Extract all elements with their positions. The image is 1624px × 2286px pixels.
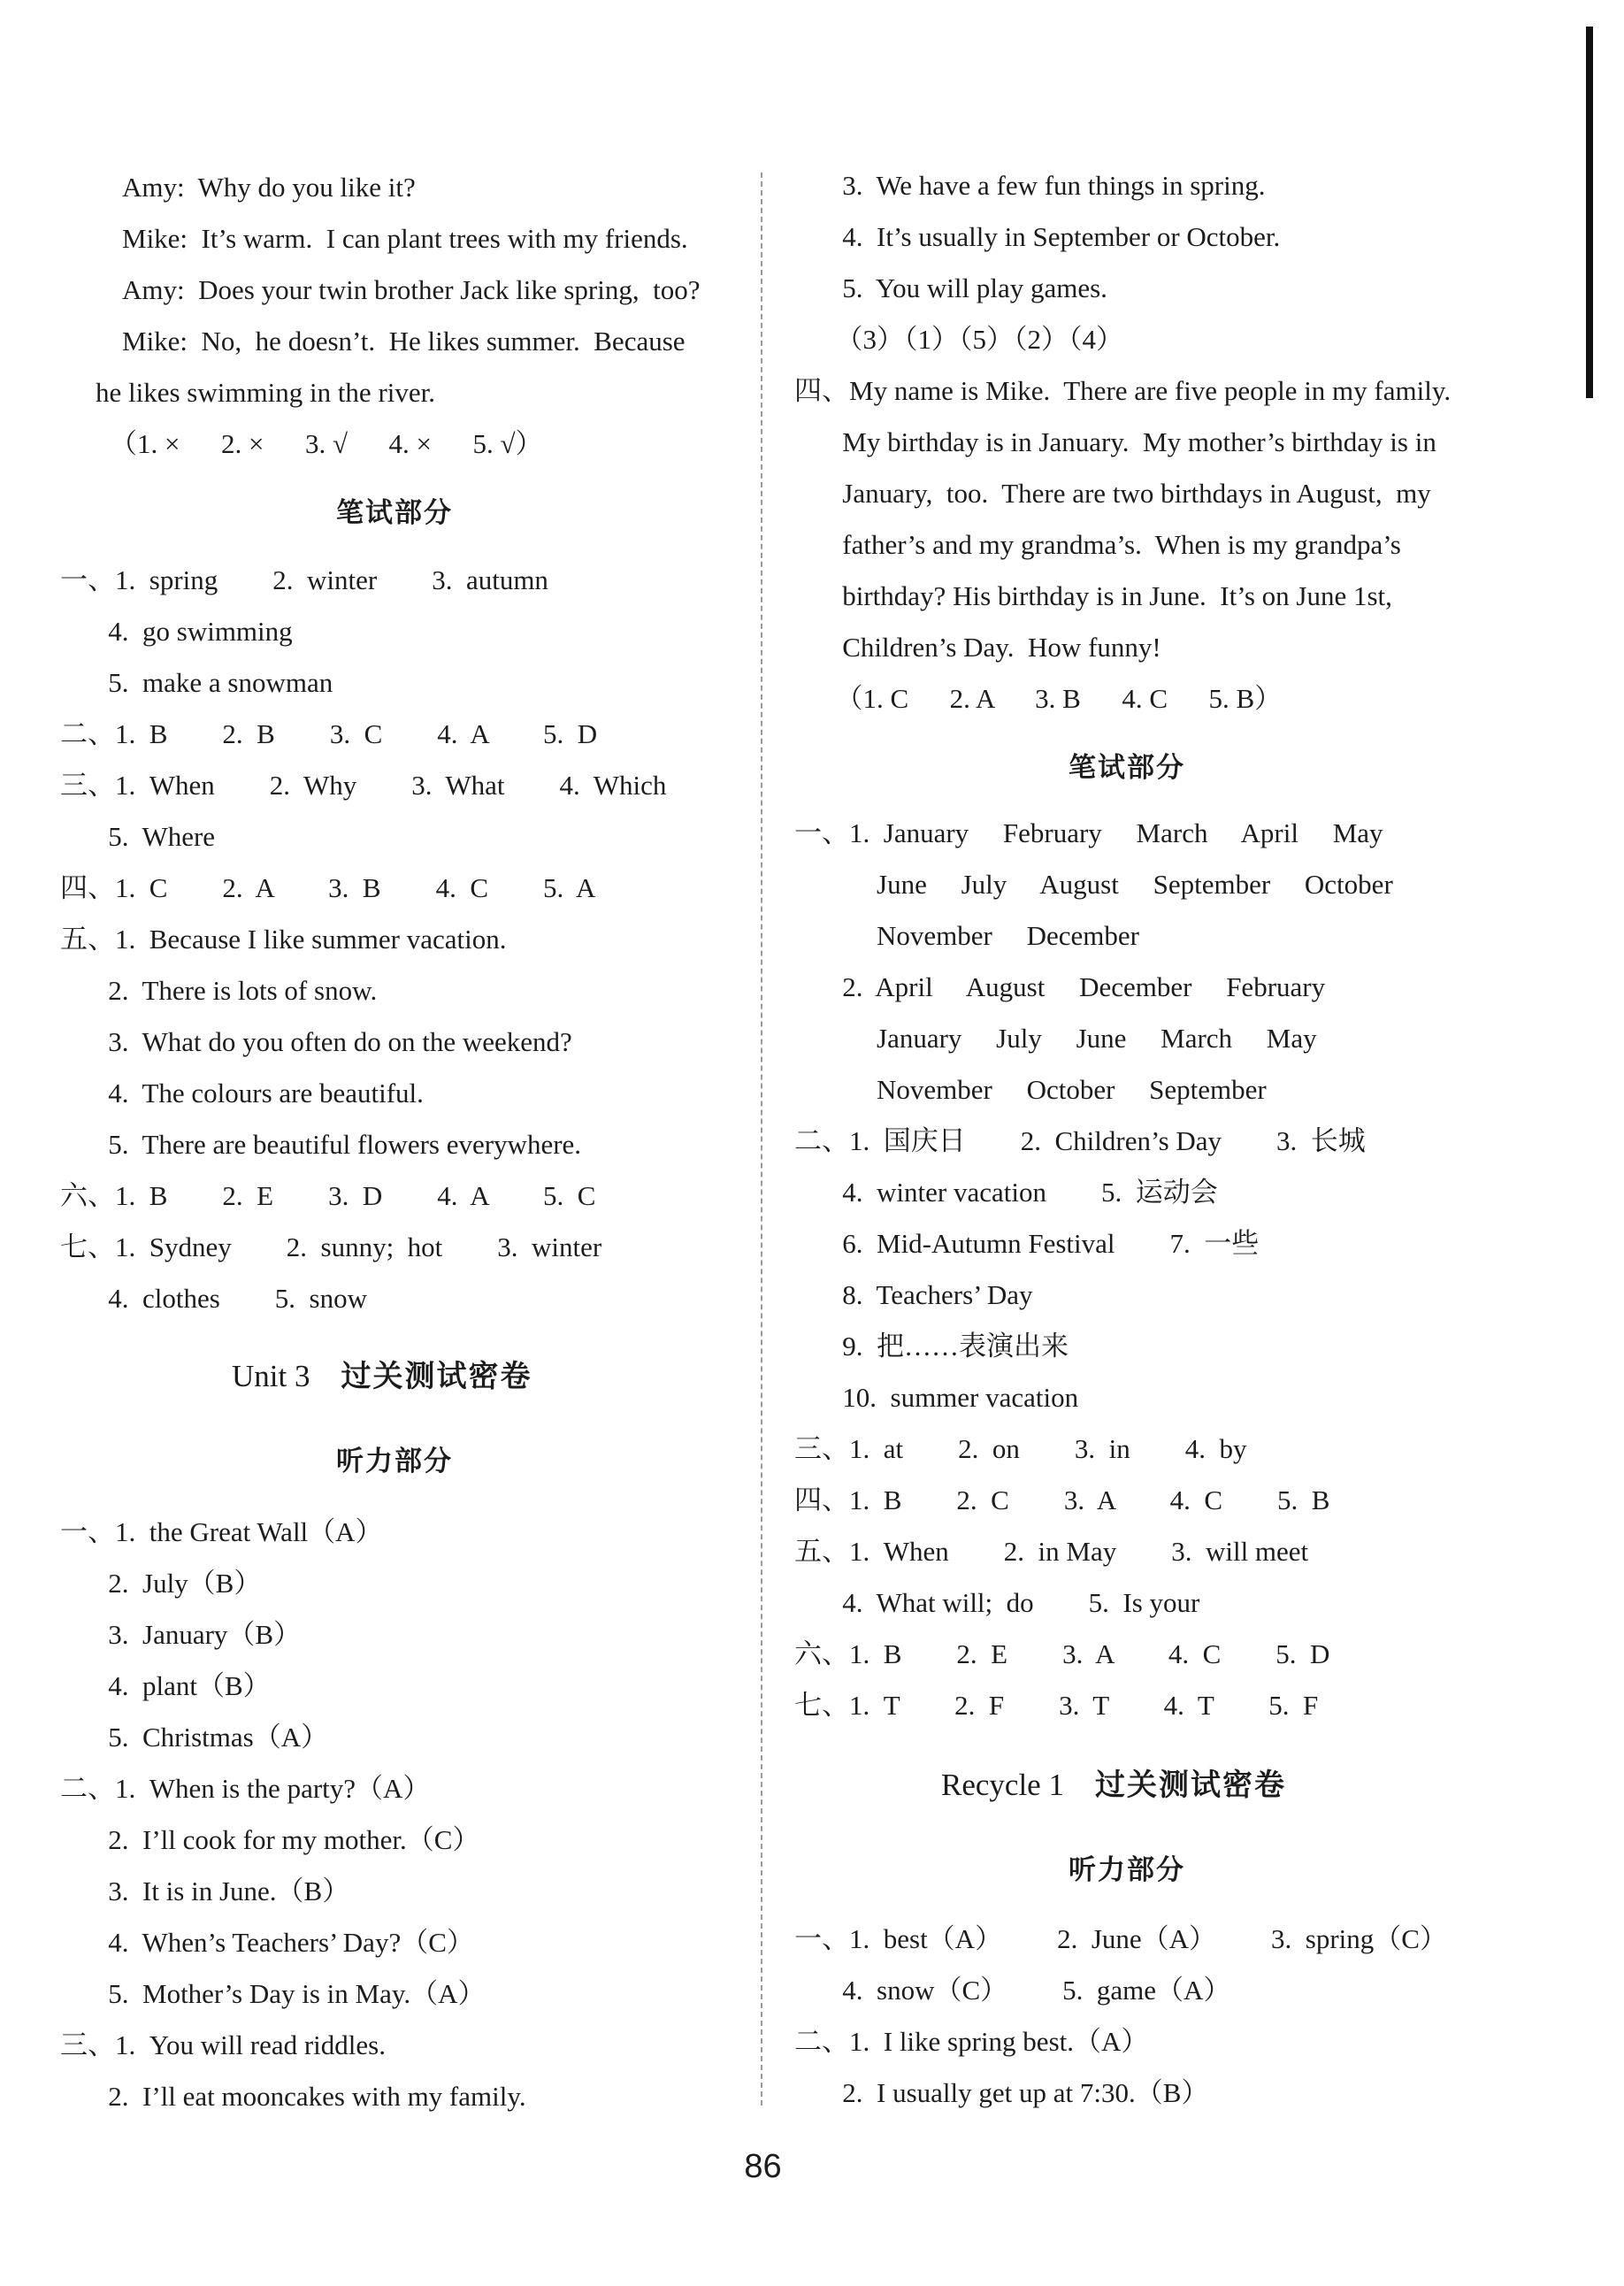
answer-line: （1. × 2. × 3. √ 4. × 5. √） <box>110 428 543 459</box>
answer-line: January, too. There are two birthdays in August, my <box>794 478 1431 509</box>
answer-line: 2. I’ll eat mooncakes with my family. <box>60 2081 526 2112</box>
answer-line: birthday? His birthday is in June. It’s on June 1st, <box>794 580 1392 611</box>
answer-line: 4. It’s usually in September or October. <box>794 221 1281 252</box>
answer-line: 10. summer vacation <box>794 1382 1079 1413</box>
answer-line: 一、1. spring 2. winter 3. autumn <box>60 564 548 595</box>
answer-line: 5. You will play games. <box>794 272 1107 303</box>
answer-line: 五、1. Because I like summer vacation. <box>60 924 507 955</box>
answer-line: 4. snow（C） 5. game（A） <box>794 1975 1231 2006</box>
answer-line: 3. January（B） <box>60 1619 302 1650</box>
dialogue-line: Mike: It’s warm. I can plant trees with my friends. <box>122 223 688 254</box>
answer-line: 六、1. B 2. E 3. D 4. A 5. C <box>60 1180 596 1211</box>
answer-line: 4. When’s Teachers’ Day?（C） <box>60 1927 474 1958</box>
answer-line: 2. July（B） <box>60 1568 262 1599</box>
answer-line: 一、1. the Great Wall（A） <box>60 1516 383 1547</box>
unit-title-text: 过关测试密卷 <box>341 1359 532 1394</box>
answer-line: （1. C 2. A 3. B 4. C 5. B） <box>794 683 1283 714</box>
answer-line: 三、1. When 2. Why 3. What 4. Which <box>60 770 667 801</box>
answer-line: （3）（1）（5）（2）（4） <box>794 324 1123 355</box>
answer-line: 一、1. January February March April May <box>794 817 1383 848</box>
answer-line: 2. I usually get up at 7:30.（B） <box>794 2077 1209 2108</box>
answer-line: June July August September October <box>794 869 1393 900</box>
section-heading-listening: 听力部分 <box>1069 1854 1185 1886</box>
answer-line: 4. plant（B） <box>60 1670 271 1701</box>
unit-title-text: 过关测试密卷 <box>1094 1768 1286 1803</box>
section-heading-written: 笔试部分 <box>336 497 453 529</box>
answer-line: 二、1. B 2. B 3. C 4. A 5. D <box>60 718 598 749</box>
answer-line: 4. go swimming <box>60 616 293 647</box>
answer-line: 2. I’ll cook for my mother.（C） <box>60 1824 480 1855</box>
unit-label: Recycle 1 <box>941 1768 1064 1802</box>
answer-line: 四、1. B 2. C 3. A 4. C 5. B <box>794 1484 1330 1515</box>
answer-line: January July June March May <box>794 1023 1317 1054</box>
answer-line: 3. It is in June.（B） <box>60 1876 350 1906</box>
answer-line: 5. Where <box>60 821 216 852</box>
answer-line: November October September <box>794 1074 1267 1105</box>
answer-line: 5. Christmas（A） <box>60 1722 329 1753</box>
answer-line: 2. There is lots of snow. <box>60 975 378 1006</box>
answer-line: 9. 把……表演出来 <box>794 1331 1069 1362</box>
answer-line: Children’s Day. How funny! <box>794 632 1161 663</box>
answer-line: November December <box>794 920 1139 951</box>
answer-line: 七、1. T 2. F 3. T 4. T 5. F <box>794 1690 1319 1721</box>
unit-title <box>232 1357 532 1396</box>
answer-line: 4. winter vacation 5. 运动会 <box>794 1177 1218 1208</box>
answer-line: 3. We have a few fun things in spring. <box>794 170 1266 201</box>
dialogue-line: Mike: No, he doesn’t. He likes summer. Because <box>122 326 686 357</box>
answer-line: 5. There are beautiful flowers everywhere. <box>60 1129 582 1160</box>
answer-line: 4. What will; do 5. Is your <box>794 1587 1200 1618</box>
page-number: 86 <box>744 2148 782 2185</box>
answer-line: 三、1. You will read riddles. <box>60 2029 386 2060</box>
column-divider <box>761 173 762 2106</box>
answer-line: 5. Mother’s Day is in May.（A） <box>60 1978 486 2009</box>
section-heading-listening: 听力部分 <box>336 1446 453 1477</box>
dialogue-line: Amy: Why do you like it? <box>122 172 416 203</box>
answer-line: 三、1. at 2. on 3. in 4. by <box>794 1433 1247 1464</box>
dialogue-line: he likes swimming in the river. <box>96 377 436 408</box>
answer-line: 二、1. I like spring best.（A） <box>794 2026 1149 2057</box>
answer-line: 六、1. B 2. E 3. A 4. C 5. D <box>794 1638 1330 1669</box>
unit-title <box>941 1766 1286 1805</box>
answer-line: 五、1. When 2. in May 3. will meet <box>794 1536 1309 1567</box>
unit-label: Unit 3 <box>232 1359 310 1393</box>
dialogue-line: Amy: Does your twin brother Jack like spring, too? <box>122 274 701 305</box>
answer-line: 5. make a snowman <box>60 667 333 698</box>
answer-line: 2. April August December February <box>794 971 1326 1002</box>
edge-bar <box>1586 27 1593 398</box>
answer-line: 二、1. When is the party?（A） <box>60 1773 431 1804</box>
answer-line: 四、1. C 2. A 3. B 4. C 5. A <box>60 872 596 903</box>
answer-line: 6. Mid-Autumn Festival 7. 一些 <box>794 1228 1260 1259</box>
answer-line: 四、My name is Mike. There are five people in my family. <box>794 375 1452 406</box>
section-heading-written: 笔试部分 <box>1069 752 1185 784</box>
answer-line: 8. Teachers’ Day <box>794 1279 1033 1310</box>
answer-line: 4. The colours are beautiful. <box>60 1078 424 1108</box>
answer-line: 4. clothes 5. snow <box>60 1283 368 1314</box>
answer-line: 3. What do you often do on the weekend? <box>60 1026 572 1057</box>
answer-line: 二、1. 国庆日 2. Children’s Day 3. 长城 <box>794 1125 1366 1156</box>
answer-line: 七、1. Sydney 2. sunny; hot 3. winter <box>60 1231 602 1262</box>
answer-line: 一、1. best（A） 2. June（A） 3. spring（C） <box>794 1923 1447 1954</box>
answer-line: My birthday is in January. My mother’s birthday is in <box>794 426 1436 457</box>
answer-line: father’s and my grandma’s. When is my grandpa’s <box>794 529 1401 560</box>
